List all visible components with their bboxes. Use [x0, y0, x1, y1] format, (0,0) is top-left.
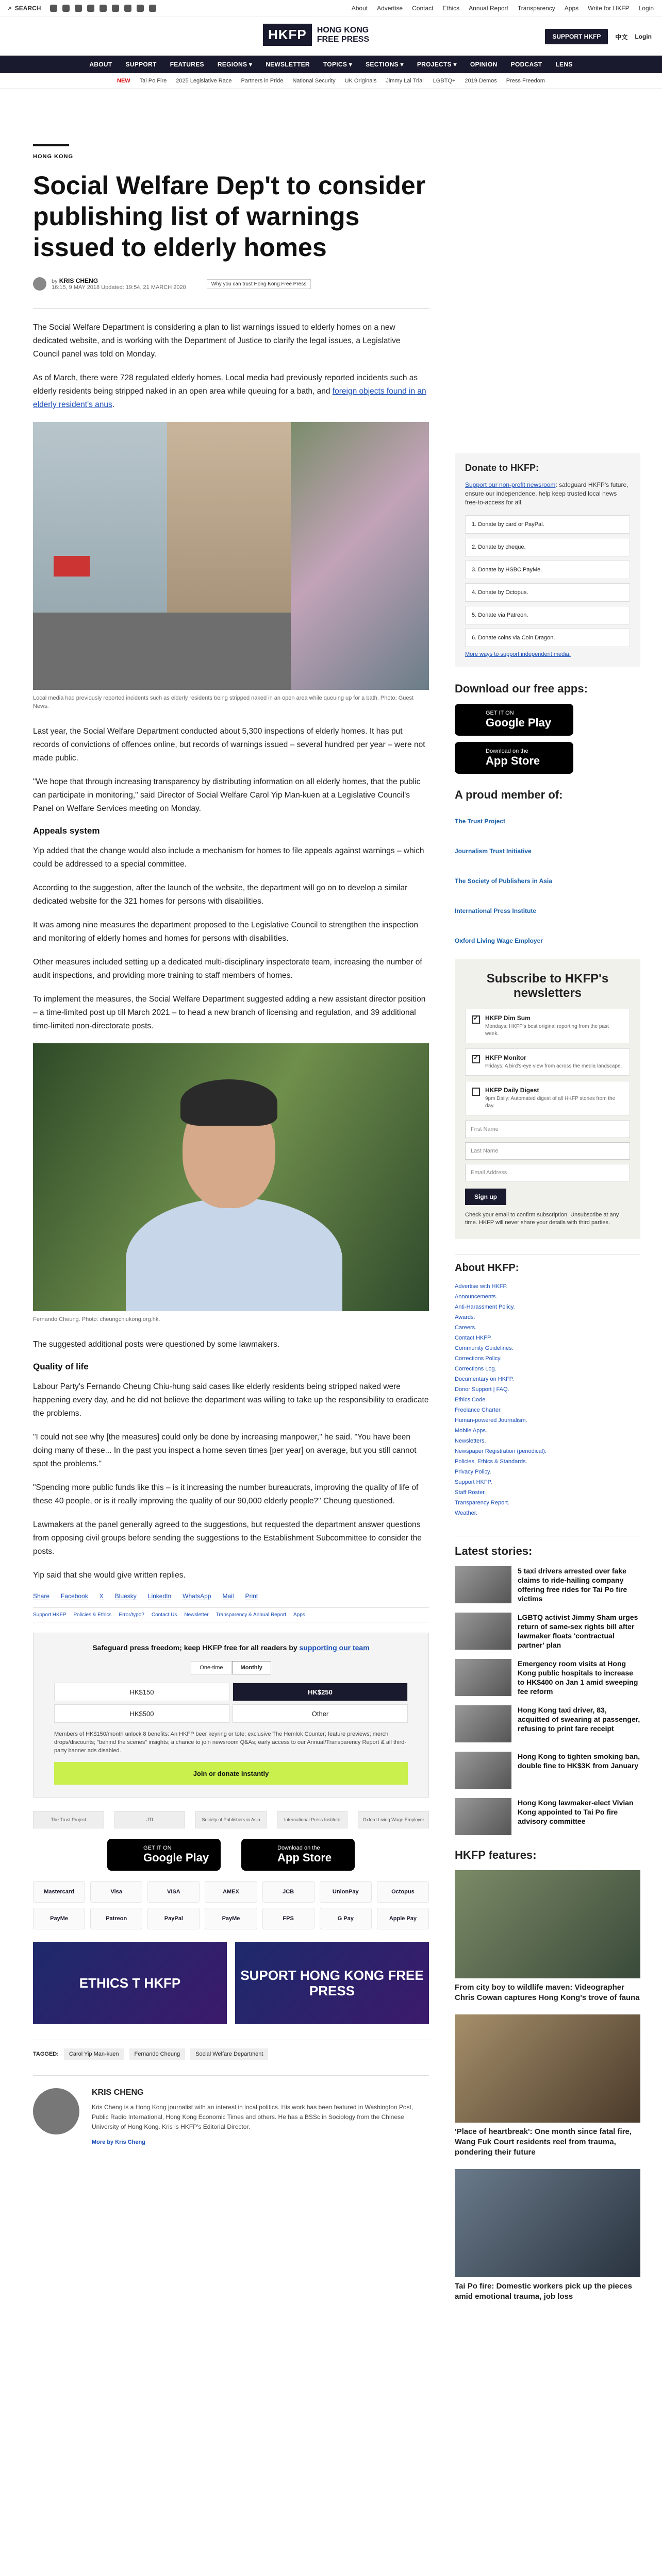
payme-icon: PayMe: [205, 1908, 257, 1929]
newsletter-checkbox[interactable]: [472, 1088, 480, 1096]
nav-item[interactable]: SECTIONS ▾: [366, 61, 404, 68]
paragraph: Yip added that the change would also include a mechanism for homes to file appeals against warnings – which could be addressed to a special committee.: [33, 846, 424, 869]
badge-big-text: Google Play: [143, 1851, 209, 1864]
logo-line-1: HONG KONG: [317, 25, 369, 35]
policy-link[interactable]: Contact Us: [151, 1612, 177, 1618]
author-box-avatar: [33, 2088, 79, 2134]
latest-story[interactable]: [455, 1705, 640, 1742]
donate-option[interactable]: 5. Donate via Patreon.: [465, 606, 630, 624]
policy-link[interactable]: Newsletter: [184, 1612, 209, 1618]
paragraph: The Social Welfare Department is considering a plan to list warnings issued to elderly homes on a new dedicated website, and is working with the Department of Justice to clarify the legal issues, a Legislative Council panel was told on Monday.: [33, 323, 401, 359]
about-link[interactable]: Ethics Code.: [455, 1397, 487, 1403]
newsletter-option[interactable]: [465, 1009, 630, 1043]
facebook-share-button[interactable]: Facebook: [61, 1592, 88, 1600]
about-link[interactable]: Documentary on HKFP.: [455, 1376, 514, 1382]
about-link[interactable]: Human-powered Journalism.: [455, 1417, 527, 1423]
fps-icon: FPS: [262, 1908, 315, 1929]
member-logos: [455, 810, 640, 952]
patreon-icon: Patreon: [90, 1908, 142, 1929]
donate-widget: [455, 453, 640, 667]
trending-item[interactable]: Partners in Pride: [241, 77, 284, 84]
trending-item[interactable]: 2025 Legislative Race: [176, 77, 232, 84]
about-link[interactable]: Transparency Report.: [455, 1500, 509, 1506]
x-icon[interactable]: [62, 5, 70, 12]
facebook-icon[interactable]: [50, 5, 57, 12]
bluesky-share-button[interactable]: Bluesky: [114, 1592, 137, 1600]
story-thumbnail[interactable]: [455, 1566, 511, 1603]
author-box-text: [92, 2088, 429, 2146]
trending-item[interactable]: Press Freedom: [506, 77, 545, 84]
donate-intro-text: : safeguard HKFP's future, ensure our independence, help keep trusted local news free-to-access for all.: [465, 481, 628, 506]
bluesky-icon[interactable]: [137, 5, 144, 12]
trust-project-badge[interactable]: The Trust Project: [33, 1811, 104, 1828]
newsletter-option[interactable]: [465, 1081, 630, 1115]
more-ways-link[interactable]: More ways to support independent media.: [465, 651, 571, 657]
donate-widget-intro: [465, 481, 630, 507]
frequency-toggle: [54, 1661, 408, 1674]
photo-hair: [180, 1079, 277, 1126]
jti-logo[interactable]: Journalism Trust Initiative: [455, 848, 532, 855]
byline-text: [52, 277, 186, 291]
byline-prefix: by: [52, 278, 58, 284]
badge-big-text: App Store: [277, 1851, 332, 1864]
story-title[interactable]: LGBTQ activist Jimmy Sham urges return of same-sex rights bill after lawmaker floats 'contractual partner' plan: [518, 1613, 638, 1649]
logo-line-2: FREE PRESS: [317, 35, 370, 44]
story-thumbnail[interactable]: [455, 1798, 511, 1835]
jcb-icon: JCB: [262, 1881, 315, 1903]
story-title[interactable]: 5 taxi drivers arrested over fake claims to ride-hailing company offering free rides for Tai Po fire victims: [518, 1567, 627, 1603]
newsletter-option[interactable]: [465, 1048, 630, 1076]
telegram-icon[interactable]: [124, 5, 131, 12]
story-thumbnail[interactable]: [455, 1705, 511, 1742]
site-logo[interactable]: [263, 24, 369, 46]
top-links: [352, 5, 654, 12]
ipi-logo[interactable]: International Press Institute: [455, 907, 537, 914]
donate-box-title: [54, 1643, 408, 1652]
about-links: [455, 1281, 640, 1518]
donate-benefits-text: Members of HK$150/month unlock 8 benefits: An HKFP beer keyring or tote; exclusive The Hemlok Counter; feature previews; merch drops/discounts; "behind the scenes" insights; a chance to join newsroom Q&As; early access to our Annual/Transparency Report & all third-party banner ads disabled.: [54, 1731, 407, 1754]
story-thumbnail[interactable]: [455, 1613, 511, 1650]
jti-badge[interactable]: JTI: [114, 1811, 186, 1828]
donate-option[interactable]: 4. Donate by Octopus.: [465, 583, 630, 602]
paragraph: The suggested additional posts were questioned by some lawmakers.: [33, 1340, 280, 1349]
payme-icon: PayMe: [33, 1908, 85, 1929]
feature-card[interactable]: [455, 2169, 640, 2302]
monthly-toggle[interactable]: Monthly: [232, 1661, 271, 1674]
sign-up-button[interactable]: Sign up: [465, 1189, 506, 1205]
photo-sign: [54, 556, 90, 577]
feature-card[interactable]: [455, 2014, 640, 2158]
author-link[interactable]: KRIS CHENG: [59, 277, 98, 284]
trending-item[interactable]: Tai Po Fire: [139, 77, 167, 84]
policy-link[interactable]: Transparency & Annual Report: [216, 1612, 286, 1618]
nav-item[interactable]: PROJECTS ▾: [417, 61, 457, 68]
newsletter-checkbox[interactable]: [472, 1015, 480, 1024]
nav-item[interactable]: ABOUT: [89, 61, 112, 68]
about-link[interactable]: Mobile Apps.: [455, 1428, 487, 1434]
newsletter-desc: Fridays: A bird's-eye view from across the media landscape.: [485, 1063, 622, 1069]
brand-actions: [545, 29, 652, 44]
apple-pay-icon: Apple Pay: [377, 1908, 429, 1929]
share-bar: [33, 1592, 429, 1600]
newsletter-name: HKFP Dim Sum: [485, 1014, 531, 1022]
more-by-author-link[interactable]: More by Kris Cheng: [92, 2139, 145, 2145]
about-link[interactable]: Community Guidelines.: [455, 1345, 514, 1351]
social-links: [50, 5, 156, 12]
policy-link[interactable]: Error/typo?: [119, 1612, 144, 1618]
inline-donate-box: [33, 1633, 429, 1798]
google-play-badge[interactable]: [107, 1839, 221, 1871]
amount-option[interactable]: HK$150: [54, 1683, 229, 1701]
photo-street: [33, 613, 291, 690]
instagram-icon[interactable]: [75, 5, 82, 12]
article-photo-elderly-home: [33, 422, 429, 690]
print-button[interactable]: Print: [245, 1592, 258, 1600]
newsletter-desc: 9pm Daily: Automated digest of all HKFP stories from the day.: [485, 1096, 616, 1109]
trending-item[interactable]: UK Originals: [344, 77, 377, 84]
about-link[interactable]: Weather.: [455, 1510, 477, 1516]
subheading: Appeals system: [33, 826, 100, 836]
article-title: Social Welfare Dep't to consider publishing list of warnings issued to elderly homes: [33, 171, 426, 262]
features-widget: [455, 1849, 640, 2302]
top-link[interactable]: Annual Report: [469, 4, 508, 12]
latest-story[interactable]: [455, 1613, 640, 1650]
story-title[interactable]: Hong Kong to tighten smoking ban, double fine to HK$3K from January: [518, 1752, 640, 1770]
features-title: HKFP features:: [455, 1849, 537, 1861]
donate-option[interactable]: 2. Donate by cheque.: [465, 538, 630, 556]
paragraph-text: As of March, there were 728 regulated elderly homes. Local media had previously reported incidents such as elderly residents being stripped naked in an open area while queuing for a bath, and: [33, 374, 418, 396]
trending-item[interactable]: 2019 Demos: [465, 77, 497, 84]
ethics-banner[interactable]: ETHICS T HKFP: [33, 1942, 227, 2024]
logo-mark: HKFP: [263, 24, 312, 46]
feature-image[interactable]: [455, 1870, 640, 1978]
latest-title: Latest stories:: [455, 1536, 640, 1558]
about-link[interactable]: Awards.: [455, 1314, 475, 1320]
inline-link[interactable]: foreign objects found in an elderly resident's anus: [33, 387, 426, 409]
feature-card[interactable]: [455, 1870, 640, 2003]
sopa-logo[interactable]: The Society of Publishers in Asia: [455, 877, 552, 885]
tags-label: TAGGED:: [33, 2051, 59, 2057]
policy-link[interactable]: Apps: [293, 1612, 305, 1618]
newsletter-widget: [455, 959, 640, 1239]
app-store-badge[interactable]: [241, 1839, 355, 1871]
paragraph: [33, 371, 429, 412]
promo-banners: [33, 1942, 429, 2024]
login-link[interactable]: Login: [635, 33, 652, 40]
whatsapp-share-button[interactable]: WhatsApp: [183, 1592, 211, 1600]
donate-title-link[interactable]: supporting our team: [299, 1643, 370, 1652]
amount-options: [54, 1683, 408, 1723]
brand-bar: [0, 16, 662, 56]
donate-option[interactable]: 6. Donate coins via Coin Dragon.: [465, 629, 630, 647]
newsletter-name: HKFP Monitor: [485, 1054, 526, 1061]
story-thumbnail[interactable]: [455, 1752, 511, 1789]
newsletter-desc: Mondays: HKFP's best original reporting from the past week.: [485, 1024, 609, 1037]
paragraph: It was among nine measures the department proposed to the Legislative Council to strengthen the inspection and monitoring of elderly homes and homes for persons with disabilities.: [33, 921, 419, 943]
about-title: About HKFP:: [455, 1255, 640, 1274]
share-button[interactable]: Share: [33, 1592, 50, 1600]
app-store-badge[interactable]: [455, 742, 573, 774]
member-heading: A proud member of:: [455, 788, 563, 801]
donate-widget-title: Donate to HKFP:: [465, 463, 539, 473]
about-link[interactable]: Contact HKFP.: [455, 1335, 492, 1341]
author-box-name[interactable]: KRIS CHENG: [92, 2088, 144, 2097]
about-link[interactable]: Corrections Log.: [455, 1366, 496, 1372]
about-link[interactable]: Donor Support | FAQ.: [455, 1386, 509, 1393]
donate-title-text: Safeguard press freedom; keep HKFP free for all readers by: [92, 1643, 300, 1652]
main-nav: [0, 56, 662, 73]
x-share-button[interactable]: X: [99, 1592, 104, 1600]
story-thumbnail[interactable]: [455, 1659, 511, 1696]
mail-share-button[interactable]: Mail: [222, 1592, 234, 1600]
last-name-field[interactable]: Last Name: [465, 1142, 630, 1160]
about-link[interactable]: Newspaper Registration (periodical).: [455, 1448, 547, 1454]
story-title[interactable]: Emergency room visits at Hong Kong public hospitals to increase to HK$400 on Jan 1 amid sweeping fee reform: [518, 1659, 638, 1696]
paragraph: Other measures included setting up a dedicated multi-disciplinary inspectorate team, increasing the number of audit inspections, and providing more training to staff members of homes.: [33, 958, 422, 980]
top-link[interactable]: Apps: [564, 4, 579, 12]
paragraph: "Spending more public funds like this – is it increasing the number bureaucrats, improving the quality of life of these 40 people, or is it really improving the quality of our 90,000 elderly people?" Cheung questioned.: [33, 1483, 419, 1505]
tag-link[interactable]: Carol Yip Man-kuen: [64, 2048, 124, 2060]
about-link[interactable]: Freelance Charter.: [455, 1407, 502, 1413]
byline: [33, 277, 429, 291]
linkedin-share-button[interactable]: LinkedIn: [147, 1592, 172, 1600]
nav-item[interactable]: NEWSLETTER: [266, 61, 310, 68]
photo-blurred-inset: [291, 422, 429, 690]
trust-badge-link[interactable]: Why you can trust Hong Kong Free Press: [207, 279, 311, 289]
newsletter-title: Subscribe to HKFP's newsletters: [486, 972, 609, 1000]
top-link[interactable]: Write for HKFP: [588, 4, 630, 12]
visa-icon: Visa: [90, 1881, 142, 1903]
latest-stories-widget: [455, 1536, 640, 1835]
amex-icon: AMEX: [205, 1881, 257, 1903]
payment-methods: [33, 1881, 429, 1929]
top-link[interactable]: Login: [638, 4, 654, 12]
ipi-badge[interactable]: International Press Institute: [277, 1811, 348, 1828]
threads-icon[interactable]: [87, 5, 94, 12]
photo-caption: Local media had previously reported incidents such as elderly residents being stripped naked in an open area while queuing up for a bath. Photo: Guest News.: [33, 695, 414, 709]
tags-row: [33, 2040, 429, 2060]
amount-option-selected[interactable]: HK$250: [233, 1683, 408, 1701]
living-wage-badge[interactable]: Oxford Living Wage Employer: [358, 1811, 429, 1828]
latest-story[interactable]: [455, 1798, 640, 1835]
logo-text: [317, 26, 369, 44]
about-link[interactable]: Announcements.: [455, 1294, 498, 1300]
top-utility-bar: [0, 0, 662, 16]
trending-item[interactable]: National Security: [292, 77, 336, 84]
top-link[interactable]: Ethics: [442, 4, 460, 12]
visa-icon: VISA: [147, 1881, 200, 1903]
about-link[interactable]: Anti-Harassment Policy.: [455, 1304, 515, 1310]
sopa-badge[interactable]: Society of Publishers in Asia: [195, 1811, 267, 1828]
badge-small-text: Download on the: [277, 1845, 320, 1851]
living-wage-logo[interactable]: Oxford Living Wage Employer: [455, 937, 543, 944]
paypal-icon: PayPal: [147, 1908, 200, 1929]
author-box-bio: Kris Cheng is a Hong Kong journalist with an interest in local politics. His work has been featured in Washington Post, Public Radio International, Hong Kong Economic Times and others. He has a BSSc in Sociology from the Chinese University of Hong Kong. Kris is HKFP's Editorial Director.: [92, 2104, 413, 2130]
nav-item[interactable]: OPINION: [470, 61, 498, 68]
donate-option[interactable]: 1. Donate by card or PayPal.: [465, 515, 630, 534]
apps-heading: Download our free apps:: [455, 682, 588, 695]
chinese-language-link[interactable]: 中文: [615, 33, 628, 41]
tag-link[interactable]: Fernando Cheung: [129, 2048, 186, 2060]
nav-item[interactable]: PODCAST: [510, 61, 542, 68]
feature-title[interactable]: From city boy to wildlife maven: Videographer Chris Cowan captures Hong Kong's trove of fauna: [455, 1983, 640, 2002]
sidebar-app-badges: [455, 704, 640, 774]
nav-item[interactable]: SUPPORT: [125, 61, 157, 68]
article-photo-fernando-cheung: [33, 1043, 429, 1311]
mastercard-icon: Mastercard: [33, 1881, 85, 1903]
trending-item[interactable]: LGBTQ+: [433, 77, 456, 84]
newsletter-name: HKFP Daily Digest: [485, 1087, 539, 1094]
latest-story[interactable]: [455, 1566, 640, 1603]
photo-caption: Fernando Cheung. Photo: cheungchiukong.org.hk.: [33, 1316, 160, 1323]
badge-small-text: GET IT ON: [486, 710, 514, 716]
support-banner[interactable]: SUPORT HONG KONG FREE PRESS: [235, 1942, 429, 2024]
about-link[interactable]: Careers.: [455, 1325, 477, 1331]
category-rule: [33, 144, 69, 146]
email-field[interactable]: Email Address: [465, 1164, 630, 1181]
paragraph: "We hope that through increasing transparency by distributing information on all elderly homes, that the public can participate in monitoring," said Director of Social Welfare Carol Yip Man-kuen at a Legislative Council's Panel on Welfare Services meeting on Monday.: [33, 777, 421, 813]
about-widget: [455, 1255, 640, 1518]
policy-link[interactable]: Policies & Ethics: [73, 1612, 112, 1618]
support-hkfp-button[interactable]: SUPPORT HKFP: [545, 29, 608, 44]
google-play-badge[interactable]: [455, 704, 573, 736]
nav-item[interactable]: REGIONS ▾: [217, 61, 253, 68]
paragraph: Lawmakers at the panel generally agreed to the suggestions, but requested the department answer questions from opposing civil groups before sending the suggestions to the Establishment Subcommittee to consider the posts.: [33, 1520, 422, 1556]
about-link[interactable]: Corrections Policy.: [455, 1355, 502, 1362]
sidebar: [455, 453, 640, 2313]
badge-small-text: Download on the: [486, 748, 528, 754]
feature-title[interactable]: Tai Po fire: Domestic workers pick up the pieces amid emotional trauma, job loss: [455, 2282, 632, 2301]
feature-title[interactable]: 'Place of heartbreak': One month since fatal fire, Wang Fuk Court residents reel from trauma, pondering their future: [455, 2127, 632, 2157]
feature-image[interactable]: [455, 2169, 640, 2277]
about-link[interactable]: Advertise with HKFP.: [455, 1283, 508, 1290]
newsletter-fineprint: Check your email to confirm subscription. Unsubscribe at any time. HKFP will never share your details with third parties.: [465, 1212, 619, 1226]
paragraph: Yip said that she would give written replies.: [33, 1571, 186, 1580]
trust-badges-row: [33, 1811, 429, 1828]
paragraph: "I could not see why [the measures] could only be done by increasing manpower," he said. "You have been doing many of these... In the past you inspect a home seven times [per year] on average, but you still cannot spot the problems.": [33, 1433, 417, 1468]
badge-big-text: Google Play: [486, 716, 552, 729]
paragraph: Last year, the Social Welfare Department conducted about 5,300 inspections of elderly homes. It has put records of convictions of offences online, but records of warnings issued – several hundred per year – were not made public.: [33, 727, 425, 762]
about-link[interactable]: Staff Roster.: [455, 1489, 486, 1496]
app-store-badges: [33, 1839, 429, 1871]
article: [33, 144, 429, 2146]
badge-small-text: GET IT ON: [143, 1845, 172, 1851]
policy-link[interactable]: Support HKFP: [33, 1612, 67, 1618]
join-donate-button[interactable]: Join or donate instantly: [54, 1762, 408, 1785]
paragraph: To implement the measures, the Social Welfare Department suggested adding a new assistant director position – a time-limited post up till March 2021 – to head a new branch of licensing and regulation, and 39 additional time-limited non-directorate posts.: [33, 995, 426, 1030]
paragraph: Labour Party's Fernando Cheung Chiu-hung said cases like elderly residents being stripped naked were happening every day, and he did not believe the department was willing to take up the responsibility to eradicate the problems.: [33, 1382, 429, 1418]
article-dates: 16:15, 9 MAY 2018 Updated: 19:54, 21 MARCH 2020: [52, 284, 186, 291]
story-title[interactable]: Hong Kong taxi driver, 83, acquitted of swearing at passenger, refusing to print fare receipt: [518, 1706, 640, 1733]
about-link[interactable]: Support HKFP.: [455, 1479, 492, 1485]
nav-item[interactable]: FEATURES: [170, 61, 204, 68]
donate-intro-link[interactable]: Support our non-profit newsroom: [465, 481, 556, 488]
newsletter-checkbox[interactable]: [472, 1055, 480, 1063]
search-button[interactable]: [8, 4, 41, 12]
amount-option[interactable]: Other: [233, 1704, 408, 1723]
amount-option[interactable]: HK$500: [54, 1704, 229, 1723]
feature-image[interactable]: [455, 2014, 640, 2123]
search-label: SEARCH: [14, 4, 41, 12]
story-title[interactable]: Hong Kong lawmaker-elect Vivian Kong appointed to Tai Po fire advisory committee: [518, 1799, 634, 1825]
about-link[interactable]: Policies, Ethics & Standards.: [455, 1459, 527, 1465]
octopus-icon: Octopus: [377, 1881, 429, 1903]
author-box: [33, 2075, 429, 2146]
latest-story[interactable]: [455, 1752, 640, 1789]
unionpay-icon: UnionPay: [320, 1881, 372, 1903]
latest-story[interactable]: [455, 1659, 640, 1696]
badge-big-text: App Store: [486, 754, 540, 767]
about-link[interactable]: Privacy Policy.: [455, 1469, 491, 1475]
new-label: NEW: [117, 77, 130, 84]
one-time-toggle[interactable]: One-time: [191, 1661, 231, 1674]
linkedin-icon[interactable]: [112, 5, 119, 12]
top-link[interactable]: Advertise: [377, 4, 403, 12]
trending-bar: [0, 73, 662, 89]
trust-project-logo[interactable]: The Trust Project: [455, 818, 506, 825]
youtube-icon[interactable]: [100, 5, 107, 12]
paragraph-text: .: [112, 400, 115, 409]
article-category[interactable]: HONG KONG: [33, 154, 74, 160]
author-avatar: [33, 277, 46, 291]
divider: [33, 308, 429, 309]
donate-option[interactable]: 3. Donate by HSBC PayMe.: [465, 561, 630, 579]
search-icon: ⌕: [8, 4, 12, 11]
nav-item[interactable]: TOPICS ▾: [323, 61, 353, 68]
rss-icon[interactable]: [149, 5, 156, 12]
google-pay-icon: G Pay: [320, 1908, 372, 1929]
subheading: Quality of life: [33, 1362, 89, 1371]
policy-links: [33, 1607, 429, 1622]
paragraph: According to the suggestion, after the launch of the website, the department will go on to develop a similar dedicated website for the 321 homes for persons with disabilities.: [33, 884, 408, 906]
about-link[interactable]: Newsletters.: [455, 1438, 486, 1444]
trending-item[interactable]: Jimmy Lai Trial: [386, 77, 424, 84]
first-name-field[interactable]: First Name: [465, 1121, 630, 1138]
tag-link[interactable]: Social Welfare Department: [190, 2048, 268, 2060]
top-link[interactable]: About: [351, 4, 368, 12]
top-link[interactable]: Transparency: [517, 4, 555, 12]
top-link[interactable]: Contact: [412, 4, 434, 12]
nav-item[interactable]: LENS: [555, 61, 573, 68]
